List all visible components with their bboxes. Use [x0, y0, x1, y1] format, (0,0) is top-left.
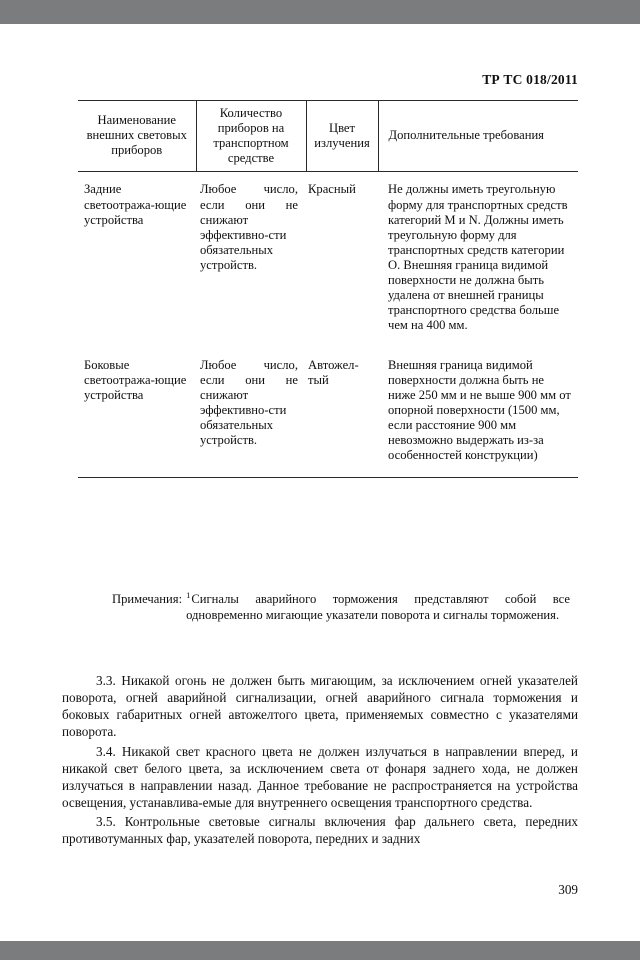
table-header-cell-quantity: Количество приборов на транспортном средстве [196, 101, 306, 172]
table-cell-extra: Не должны иметь треугольную форму для транспортных средств категорий M и N. Должны иметь треугольную форму для транспортных средств категории O. Внешняя граница видимой поверхности не должна быть удалена от внешней границы транспортного средства больше чем на 400 мм. [388, 182, 568, 333]
table-notes-body [186, 589, 570, 623]
paragraph-3-5: 3.5. Контрольные световые сигналы включения фар дальнего света, передних противотуманных фар, указателей поворота, передних и задних [62, 814, 578, 847]
page-content [0, 24, 640, 941]
document-page [0, 24, 640, 941]
table-header-cell-color: Цвет излучения [306, 101, 378, 172]
lighting-devices-table [78, 100, 578, 477]
table-cell-quantity: Любое число, если они не снижают эффективно-сти обязательных устройств. [200, 357, 298, 448]
paragraph-3-3: 3.3. Никакой огонь не должен быть мигающим, за исключением огней указателей поворота, огней аварийной сигнализации, огней аварийного сигнала торможения и боковых габаритных огней автожелтого цвета, применяемых совместно с указателями поворота. [62, 673, 578, 740]
table-cell-quantity: Любое число, если они не снижают эффективно-сти обязательных устройств. [200, 182, 298, 272]
paragraph-3-4: 3.4. Никакой свет красного цвета не должен излучаться в направлении вперед, и никакой свет белого цвета, за исключением света от фонаря заднего хода, не должен излучаться в направлении назад. Данное требование не распространяется на устройства освещения, устанавлива-емые для внутреннего освещения транспортного средства. [62, 743, 578, 811]
table-header-cell-name: Наименование внешних световых приборов [78, 101, 196, 172]
table-header [78, 101, 578, 172]
table-notes-row [112, 589, 570, 623]
table-header-row [78, 101, 578, 172]
page-number: 309 [558, 882, 578, 897]
table-bottom-rule [78, 477, 578, 478]
table-notes [112, 589, 570, 623]
table-cell-name: Боковые светоотража-ющие устройства [84, 357, 187, 402]
table-cell-color: Красный [308, 182, 356, 197]
lighting-devices-table-wrapper [78, 100, 578, 477]
table-header-cell-extra: Дополнительные требования [378, 101, 578, 172]
table-notes-text: Сигналы аварийного торможения представляют собой все одновременно мигающие указатели поворота и сигналы торможения. [186, 592, 570, 622]
table-cell-name: Задние светоотража-ющие устройства [84, 182, 187, 227]
table-notes-label: Примечания: [112, 592, 183, 606]
table-row [78, 172, 578, 348]
table-cell-color: Автожел-тый [308, 357, 359, 387]
table-body [78, 172, 578, 477]
table-row [78, 348, 578, 478]
body-text [62, 672, 578, 848]
footnote-marker: 1 [186, 589, 191, 600]
table-cell-extra: Внешняя граница видимой поверхности должна быть не ниже 250 мм и не выше 900 мм от опорной поверхности (1500 мм, если расстояние 900 мм невозможно выдержать из-за особенностей конструкции) [388, 357, 571, 463]
running-head: ТР ТС 018/2011 [482, 72, 578, 87]
